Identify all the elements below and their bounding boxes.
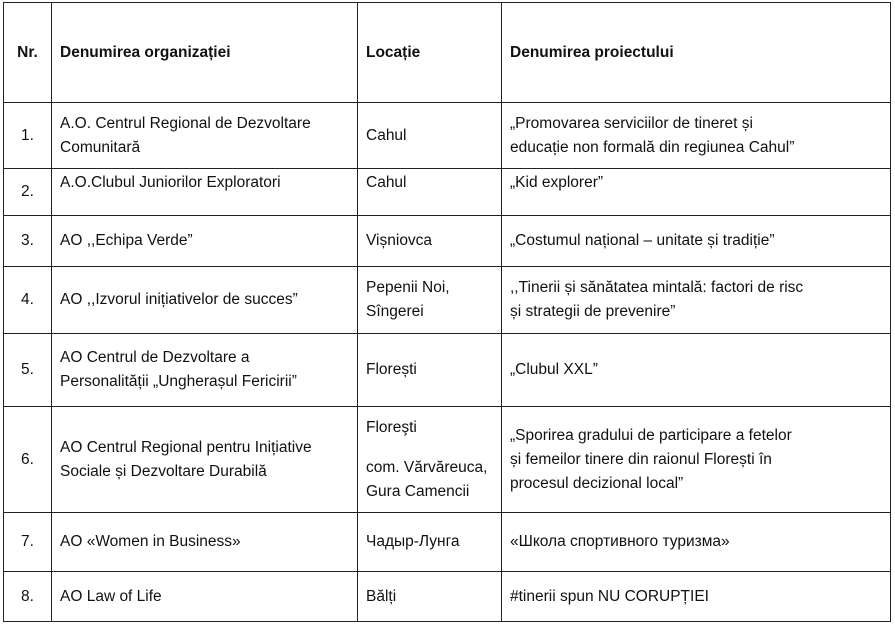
cell-project: „Costumul național – unitate și tradiție” <box>502 216 891 267</box>
cell-nr: 2. <box>4 169 52 216</box>
header-location: Locație <box>358 3 502 103</box>
cell-organization: A.O. Centrul Regional de Dezvoltare Comunitară <box>52 103 358 169</box>
cell-project: ,,Tinerii și sănătatea mintală: factori de risc și strategii de prevenire” <box>502 267 891 334</box>
cell-location: Florești <box>358 334 502 407</box>
table-row <box>4 169 891 216</box>
cell-project: „Kid explorer” <box>502 169 891 216</box>
cell-project: „Promovarea serviciilor de tineret și educație non formală din regiunea Cahul” <box>502 103 891 169</box>
cell-project: #tinerii spun NU CORUPȚIEI <box>502 572 891 622</box>
cell-project: «Школа спортивного туризма» <box>502 513 891 572</box>
cell-location: Floreşti com. Vărvăreuca, Gura Camencii <box>358 407 502 513</box>
cell-location: Cahul <box>358 103 502 169</box>
cell-location: Vișniovca <box>358 216 502 267</box>
cell-nr: 1. <box>4 103 52 169</box>
cell-location: Bălți <box>358 572 502 622</box>
cell-organization: A.O.Clubul Juniorilor Exploratori <box>52 169 358 216</box>
table-row <box>4 267 891 334</box>
table-row <box>4 572 891 622</box>
header-organization: Denumirea organizației <box>52 3 358 103</box>
cell-nr: 5. <box>4 334 52 407</box>
cell-organization: AO ,,Echipa Verde” <box>52 216 358 267</box>
header-project: Denumirea proiectului <box>502 3 891 103</box>
cell-location: Cahul <box>358 169 502 216</box>
header-nr: Nr. <box>4 3 52 103</box>
cell-nr: 6. <box>4 407 52 513</box>
projects-table <box>3 2 891 622</box>
cell-nr: 3. <box>4 216 52 267</box>
table-row <box>4 407 891 513</box>
cell-organization: AO Centrul Regional pentru Inițiative Sociale și Dezvoltare Durabilă <box>52 407 358 513</box>
cell-organization: AO Centrul de Dezvoltare a Personalității „Ungherașul Fericirii” <box>52 334 358 407</box>
table-header-row <box>4 3 891 103</box>
cell-organization: AO ,,Izvorul inițiativelor de succes” <box>52 267 358 334</box>
cell-nr: 4. <box>4 267 52 334</box>
cell-organization: AO «Women in Business» <box>52 513 358 572</box>
table-row <box>4 216 891 267</box>
cell-location: Чадыр-Лунга <box>358 513 502 572</box>
cell-nr: 8. <box>4 572 52 622</box>
cell-project: „Sporirea gradului de participare a fetelor și femeilor tinere din raionul Florești în procesul decizional local” <box>502 407 891 513</box>
cell-nr: 7. <box>4 513 52 572</box>
cell-location: Pepenii Noi, Sîngerei <box>358 267 502 334</box>
cell-organization: AO Law of Life <box>52 572 358 622</box>
table-row <box>4 334 891 407</box>
cell-project: „Clubul XXL” <box>502 334 891 407</box>
table-row <box>4 513 891 572</box>
table-row <box>4 103 891 169</box>
